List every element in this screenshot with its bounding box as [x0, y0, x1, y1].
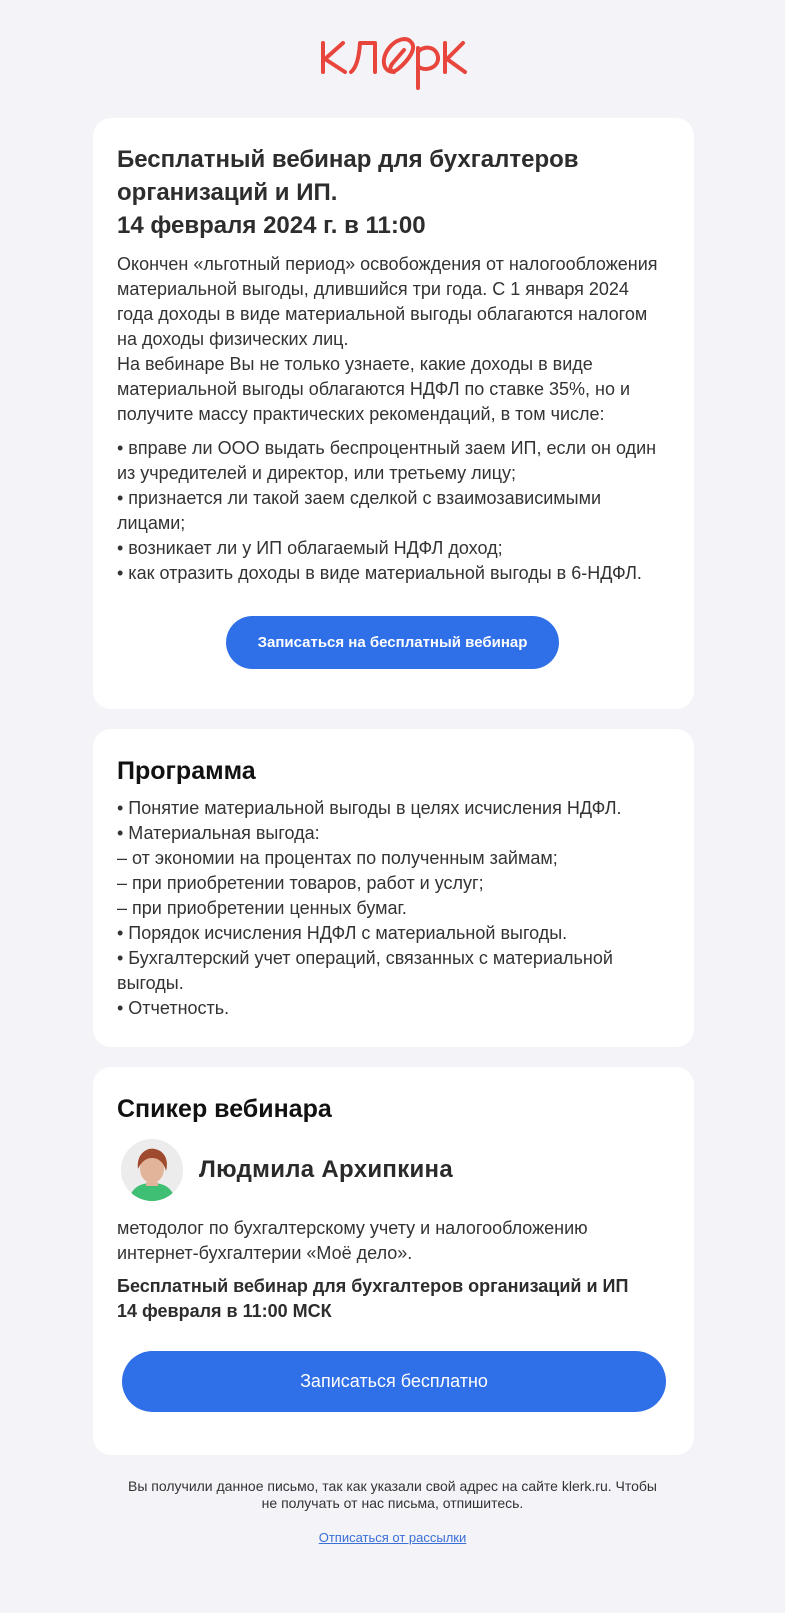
text-line: Бесплатный вебинар для бухгалтеров организаций и ИП	[117, 1276, 629, 1296]
text-line: на доходы физических лиц.	[117, 329, 349, 349]
list-item: – при приобретении товаров, работ и услуг;	[117, 873, 484, 893]
register-webinar-button[interactable]: Записаться на бесплатный вебинар	[226, 616, 559, 669]
speaker-info	[121, 1139, 453, 1201]
speaker-section-title: Спикер вебинара	[117, 1095, 332, 1123]
list-item: лицами;	[117, 513, 186, 533]
list-item: из учредителей и директор, или третьему лицу;	[117, 463, 517, 483]
list-item: • признается ли такой заем сделкой с взаимозависимыми	[117, 488, 602, 508]
text-line: На вебинаре Вы не только узнаете, какие доходы в виде	[117, 354, 593, 374]
list-item: • как отразить доходы в виде материальной выгоды в 6-НДФЛ.	[117, 563, 642, 583]
program-list	[117, 796, 670, 1021]
text-line: методолог по бухгалтерскому учету и налогообложению	[117, 1218, 588, 1238]
list-item: – от экономии на процентах по полученным займам;	[117, 848, 558, 868]
text-line: Окончен «льготный период» освобождения от налогообложения	[117, 254, 658, 274]
title-line: 14 февраля 2024 г. в 11:00	[117, 212, 426, 239]
speaker-description	[117, 1216, 677, 1266]
footer-note	[120, 1478, 665, 1512]
list-item: • Порядок исчисления НДФЛ с материальной выгоды.	[117, 923, 568, 943]
klerk-logo-icon	[318, 28, 468, 92]
text-line: интернет-бухгалтерии «Моё дело».	[117, 1243, 413, 1263]
event-summary	[117, 1274, 677, 1324]
text-line: Вы получили данное письмо, так как указали свой адрес на сайте klerk.ru. Чтобы	[128, 1478, 657, 1494]
topics-list	[117, 436, 670, 586]
text-line: года доходы в виде материальной выгоды облагаются налогом	[117, 304, 648, 324]
list-item: выгоды.	[117, 973, 184, 993]
text-line: не получать от нас письма, отпишитесь.	[261, 1495, 524, 1511]
speaker-photo-icon	[121, 1139, 183, 1201]
title-line: Бесплатный вебинар для бухгалтеров	[117, 146, 579, 173]
title-line: организаций и ИП.	[117, 179, 338, 206]
list-item: • Отчетность.	[117, 998, 230, 1018]
speaker-card	[93, 1067, 694, 1455]
program-card	[93, 729, 694, 1047]
speaker-name: Людмила Архипкина	[199, 1156, 454, 1183]
list-item: • возникает ли у ИП облагаемый НДФЛ доход;	[117, 538, 503, 558]
list-item: • Понятие материальной выгоды в целях исчисления НДФЛ.	[117, 798, 622, 818]
list-item: – при приобретении ценных бумаг.	[117, 898, 407, 918]
unsubscribe-link[interactable]: Отписаться от рассылки	[318, 1530, 467, 1545]
list-item: • Материальная выгода:	[117, 823, 320, 843]
unsubscribe-wrapper	[0, 1530, 785, 1545]
intro-card	[93, 118, 694, 709]
list-item: • Бухгалтерский учет операций, связанных с материальной	[117, 948, 613, 968]
text-line: получите массу практических рекомендаций, в том числе:	[117, 404, 605, 424]
register-free-button[interactable]: Записаться бесплатно	[122, 1351, 666, 1412]
text-line: материальной выгоды облагаются НДФЛ по ставке 35%, но и	[117, 379, 631, 399]
text-line: 14 февраля в 11:00 МСК	[117, 1301, 332, 1321]
avatar	[121, 1139, 183, 1201]
list-item: • вправе ли ООО выдать беспроцентный заем ИП, если он один	[117, 438, 657, 458]
program-title: Программа	[117, 757, 256, 785]
klerk-logo[interactable]	[0, 28, 785, 92]
webinar-title	[117, 143, 670, 242]
intro-paragraph	[117, 252, 670, 427]
text-line: материальной выгоды, длившийся три года. С 1 января 2024	[117, 279, 629, 299]
